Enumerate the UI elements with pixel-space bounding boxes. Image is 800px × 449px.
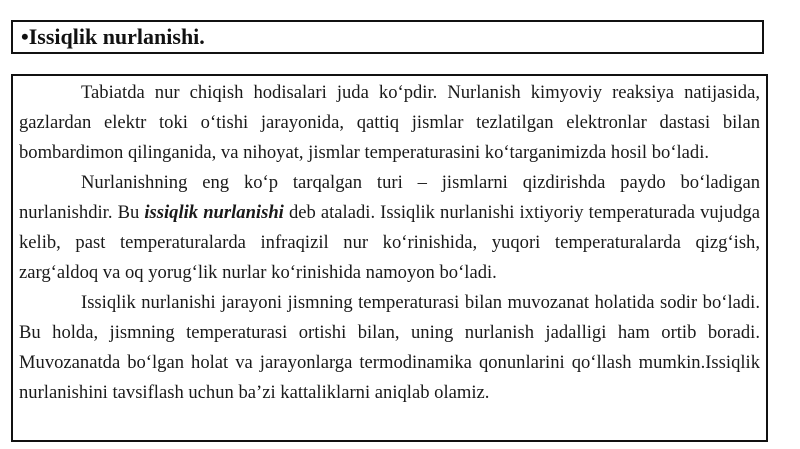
section-title-box (11, 20, 764, 54)
text-body-box (11, 74, 768, 442)
paragraph-2 (19, 168, 760, 288)
paragraph-2-after: deb ataladi. Issiqlik nurlanishi ixtiyoriy temperaturada vujudga kelib, past temperaturalarda infraqizil nur ko‘rinishida, yuqori temperaturalarda qizg‘ish, zarg‘aldoq va oq yorug‘lik nurlar ko‘rinishida namoyon bo‘ladi. (19, 202, 760, 283)
paragraph-2-before: Nurlanishning eng ko‘p tarqalgan turi – jismlarni qizdirishda paydo bo‘ladigan nurlanishdir. Bu (19, 172, 760, 223)
paragraph-1: Tabiatda nur chiqish hodisalari juda ko‘pdir. Nurlanish kimyoviy reaksiya natijasida, gazlardan elektr toki o‘tishi jarayonida, qattiq jismlar tezlatilgan elektronlar dastasi bilan bombardimon qilinganida, va nihoyat, jismlar temperaturasini ko‘targanimizda hosil bo‘ladi. (19, 82, 760, 163)
section-title: •Issiqlik nurlanishi. (21, 24, 205, 49)
key-term: issiqlik nurlanishi (144, 202, 284, 223)
paragraph-3: Issiqlik nurlanishi jarayoni jismning temperaturasi bilan muvozanat holatida sodir bo‘ladi. Bu holda, jismning temperaturasi ortishi bilan, uning nurlanish jadalligi ham ortib boradi. Muvozanatda bo‘lgan holat va jarayonlarga termodinamika qonunlarini qo‘llash mumkin.Issiqlik nurlanishini tavsiflash uchun ba’zi kattaliklarni aniqlab olamiz. (19, 292, 760, 403)
